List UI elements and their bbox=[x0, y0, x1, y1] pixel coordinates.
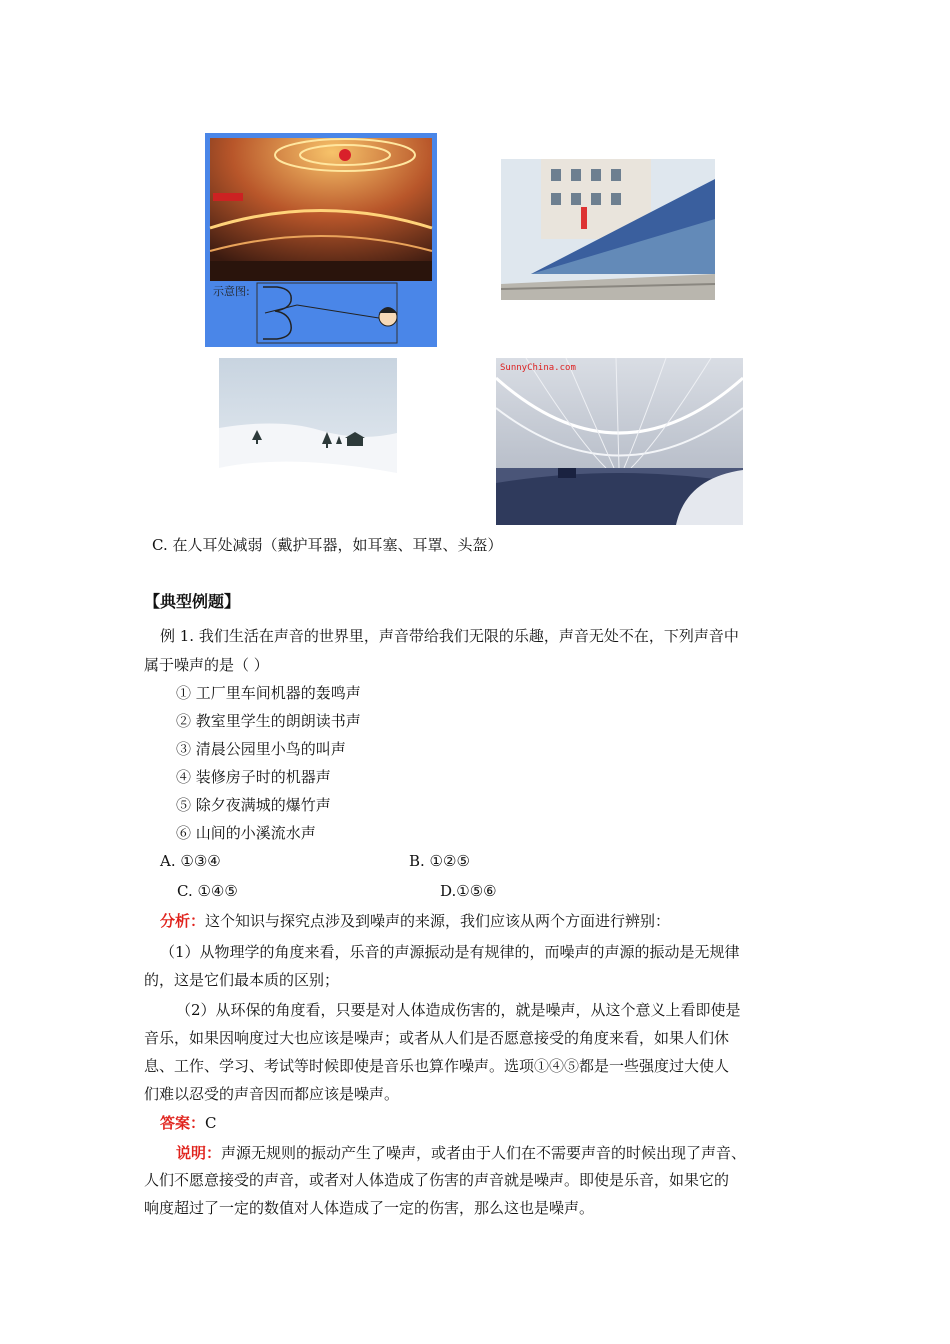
great-hall-figure bbox=[205, 133, 437, 347]
stadium-photo bbox=[496, 358, 743, 525]
analysis-p2-line4: 们难以忍受的声音因而都应该是噪声。 bbox=[144, 1085, 400, 1103]
explanation-line1 bbox=[176, 1143, 746, 1163]
noise-barrier-photo bbox=[501, 159, 715, 300]
analysis-intro: 这个知识与探究点涉及到噪声的来源，我们应该从两个方面进行辨别： bbox=[205, 912, 671, 930]
list-item: ⑥ 山间的小溪流水声 bbox=[176, 824, 316, 842]
analysis-label: 分析： bbox=[160, 912, 206, 930]
explanation-line2: 人们不愿意接受的声音，或者对人体造成了伤害的声音就是噪声。即使是乐音，如果它的 bbox=[144, 1171, 730, 1189]
watermark-text: SunnyChina.com bbox=[500, 363, 576, 373]
list-item: ① 工厂里车间机器的轰鸣声 bbox=[176, 684, 361, 702]
caption-c: C. 在人耳处减弱（戴护耳器，如耳塞、耳罩、头盔） bbox=[152, 536, 503, 554]
explanation-label: 说明： bbox=[176, 1144, 222, 1162]
analysis-intro-line bbox=[160, 911, 670, 931]
analysis-p1-line1: （1）从物理学的角度来看，乐音的声源振动是有规律的，而噪声的声源的振动是无规律 bbox=[160, 943, 740, 961]
option-a: A. ①③④ bbox=[160, 852, 221, 870]
answer-value: C bbox=[205, 1114, 217, 1132]
noise-barrier-figure bbox=[501, 159, 715, 300]
list-item: ② 教室里学生的朗朗读书声 bbox=[176, 712, 361, 730]
stadium-figure bbox=[496, 358, 743, 525]
option-b: B. ①②⑤ bbox=[409, 852, 470, 870]
analysis-p2-line2: 音乐，如果因响度过大也应该是噪声；或者从人们是否愿意接受的角度来看，如果人们休 bbox=[144, 1029, 730, 1047]
analysis-p2-line3: 息、工作、学习、考试等时候即使是音乐也算作噪声。选项①④⑤都是一些强度过大使人 bbox=[144, 1057, 730, 1075]
analysis-p2-line1: （2）从环保的角度看，只要是对人体造成伤害的，就是噪声，从这个意义上看即使是 bbox=[176, 1001, 741, 1019]
explanation-text: 声源无规则的振动产生了噪声，或者由于人们在不需要声音的时候出现了声音、 bbox=[221, 1144, 747, 1162]
snow-field-photo bbox=[219, 358, 397, 523]
example-question-line1: 例 1. 我们生活在声音的世界里，声音带给我们无限的乐趣，声音无处不在，下列声音中 bbox=[160, 627, 739, 645]
list-item: ④ 装修房子时的机器声 bbox=[176, 768, 331, 786]
analysis-p1-line2: 的，这是它们最本质的区别； bbox=[144, 971, 340, 989]
snow-field-figure bbox=[219, 358, 397, 523]
example-question-line2: 属于噪声的是（ ） bbox=[144, 656, 269, 674]
list-item: ⑤ 除夕夜满城的爆竹声 bbox=[176, 796, 331, 814]
answer-label: 答案： bbox=[160, 1114, 206, 1132]
option-c: C. ①④⑤ bbox=[177, 882, 238, 900]
list-item: ③ 清晨公园里小鸟的叫声 bbox=[176, 740, 346, 758]
great-hall-photo bbox=[205, 133, 437, 347]
option-d: D.①⑤⑥ bbox=[440, 882, 497, 900]
explanation-line3: 响度超过了一定的数值对人体造成了一定的伤害，那么这也是噪声。 bbox=[144, 1199, 595, 1217]
section-title: 【典型例题】 bbox=[144, 592, 241, 611]
hall-diagram-label: 示意图: bbox=[213, 285, 250, 298]
answer-line bbox=[160, 1113, 217, 1133]
